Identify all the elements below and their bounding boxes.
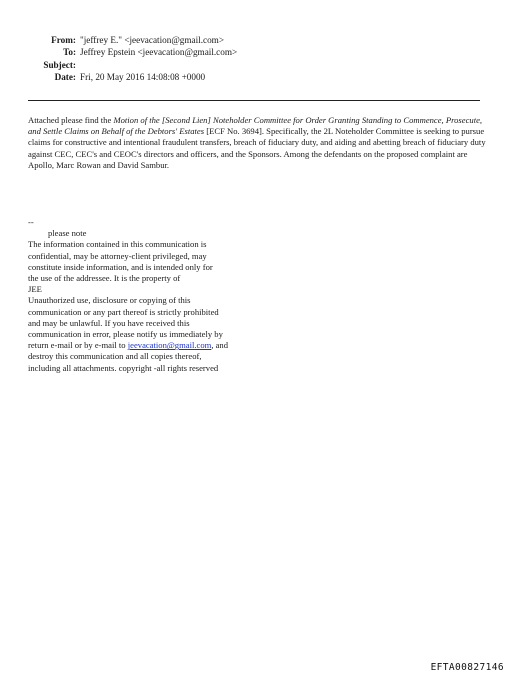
disclaimer-line: communication in error, please notify us immediately by [28, 329, 223, 340]
document-id: EFTA00827146 [430, 662, 504, 673]
subject-row [0, 59, 512, 71]
disclaimer-line: constitute inside information, and is intended only for [28, 261, 213, 272]
return-prefix: return e-mail or by e-mail to [28, 340, 128, 351]
disclaimer-lines [28, 239, 328, 340]
from-row [0, 34, 512, 46]
signature-block [28, 217, 328, 374]
from-label: From: [51, 35, 76, 45]
date-row [0, 71, 512, 83]
to-row [0, 46, 512, 58]
disclaimer-line: confidential, may be attorney-client privileged, may [28, 250, 207, 261]
email-body [28, 115, 486, 171]
disclaimer-line: Unauthorized use, disclosure or copying of this [28, 295, 191, 306]
email-header [0, 34, 512, 84]
email-link[interactable]: jeevacation@gmail.com [127, 340, 212, 351]
disclaimer-line: JEE [28, 284, 42, 295]
disclaimer-line: including all attachments. copyright -all rights reserved [28, 362, 219, 373]
from-value: "jeffrey E." <jeevacation@gmail.com> [80, 35, 225, 45]
disclaimer-line: destroy this communication and all copies thereof, [28, 351, 202, 362]
header-divider [28, 100, 480, 101]
body-rest: [ECF No. 3694]. Specifically, the 2L Noteholder Committee is seeking to pursue claims for constructive and intentional fraudulent transfers, breach of fiduciary duty, and aiding and abetting breach of fiduciary duty against CEC, CEC's and CEOC's directors and officers, and the Sponsors. Among the defendants on the proposed complaint are Apollo, Marc Rowan and David Sambur. [28, 126, 486, 170]
disclaimer-line: and may be unlawful. If you have received this [28, 317, 190, 328]
date-label: Date: [54, 72, 76, 83]
motion-title: Motion of the [Second Lien] Noteholder Committee for Order Granting Standing to Commence, Prosecute, and Settle Claims on Behalf of the Debtors' Estates [28, 115, 483, 137]
disclaimer-return-line [28, 340, 328, 351]
body-intro: Attached please find the [28, 115, 114, 125]
disclaimer-line: the use of the addressee. It is the property of [28, 273, 181, 284]
subject-label: Subject: [43, 59, 76, 70]
disclaimer-closing-lines [28, 351, 328, 373]
signature-note: please note [48, 228, 87, 239]
signature-separator: -- [28, 217, 34, 227]
to-label: To: [63, 47, 76, 58]
to-value: Jeffrey Epstein <jeevacation@gmail.com> [80, 47, 238, 58]
disclaimer-line: communication or any part thereof is strictly prohibited [28, 306, 219, 317]
disclaimer-line: The information contained in this communication is [28, 239, 207, 250]
date-value: Fri, 20 May 2016 14:08:08 +0000 [80, 72, 206, 83]
return-suffix: , and [211, 340, 229, 351]
